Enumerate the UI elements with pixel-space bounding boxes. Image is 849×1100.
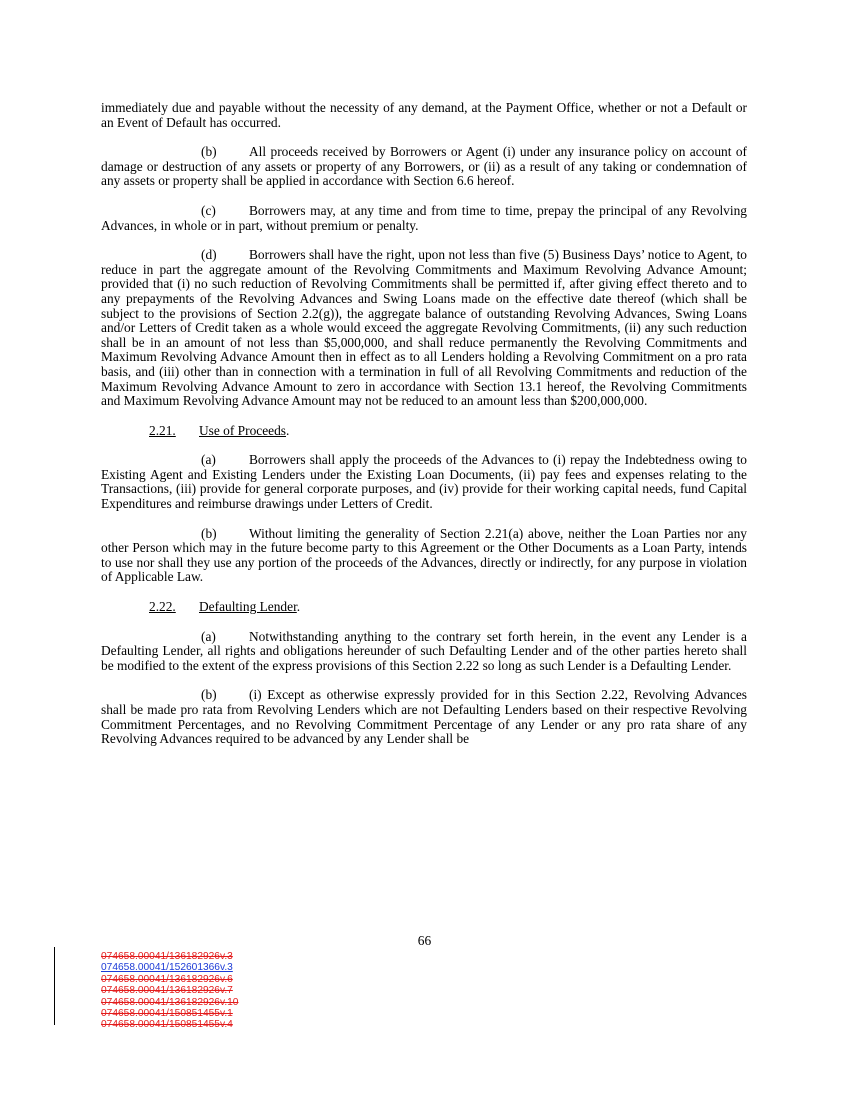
clause-text: (i) Except as otherwise expressly provided for in this Section 2.22, Revolving Advances shall be made pro rata from Revolving Lenders which are not Defaulting Lenders based on their respective Revolving Commitment Percentages, and no Revolving Commitment Percentage of any Lender or any pro rata share of any Revolving Advances required to be advanced by any Lender shall be xyxy=(101,687,747,747)
paragraph-222-b xyxy=(101,688,747,746)
clause-text: Borrowers shall apply the proceeds of the Advances to (i) repay the Indebtedness owing to Existing Agent and Existing Lenders under the Existing Loan Documents, (ii) pay fees and expenses relating to the Transactions, (iii) provide for general corporate purposes, and (iv) provide for their working capital needs, fund Capital Expenditures and reimburse drawings under Letters of Credit. xyxy=(101,452,747,512)
clause-label: (a) xyxy=(201,628,216,644)
paragraph-221-a xyxy=(101,453,747,511)
doc-id: 074658.00041/150851455v.4 xyxy=(101,1019,233,1031)
section-heading-use-of-proceeds: 2.21. Use of Proceeds. xyxy=(149,422,290,438)
doc-id: 074658.00041/152601366v.3 xyxy=(101,962,233,974)
clause-text: Notwithstanding anything to the contrary set forth herein, in the event any Lender is a Defaulting Lender, all rights and obligations hereunder of such Defaulting Lender and of the other parties hereto shall be modified to the extent of the express provisions of this Section 2.22 so long as such Lender is a Defaulting Lender. xyxy=(101,628,747,673)
clause-label: (b) xyxy=(201,525,217,541)
clause-label: (d) xyxy=(201,247,217,263)
section-title: Use of Proceeds xyxy=(199,422,287,438)
section-title: Defaulting Lender xyxy=(199,599,297,615)
clause-label: (c) xyxy=(201,202,216,218)
doc-id: 074658.00041/136182926v.7 xyxy=(101,985,233,997)
doc-id: 074658.00041/136182926v.6 xyxy=(101,973,233,985)
doc-id: 074658.00041/136182926v.10 xyxy=(101,996,239,1008)
document-body xyxy=(101,101,747,747)
section-heading-defaulting-lender: 2.22. Defaulting Lender. xyxy=(149,599,301,615)
doc-id: 074658.00041/136182926v.3 xyxy=(101,951,233,962)
clause-text: All proceeds received by Borrowers or Agent (i) under any insurance policy on account of damage or destruction of any assets or property of any Borrowers, or (ii) as a result of any taking or condemnation of any assets or property shall be applied in accordance with Section 6.6 hereof. xyxy=(101,144,747,189)
clause-text: Borrowers shall have the right, upon not less than five (5) Business Days’ notice to Agent, to reduce in part the aggregate amount of the Revolving Commitments and Maximum Revolving Advance Amount; provided that (i) no such reduction of Revolving Commitments shall be permitted if, after giving effect thereto and to any prepayments of the Revolving Advances and Swing Loans made on the effective date thereof (which shall be subject to the provisions of Section 2.2(g)), the aggregate balance of outstanding Revolving Advances, Swing Loans and/or Letters of Credit taken as a whole would exceed the aggregate Revolving Commitments, (ii) any such reduction shall be in an amount of not less than $5,000,000, and shall reduce permanently the Revolving Commitments and Maximum Revolving Advance Amount then in effect as to all Lenders holding a Revolving Commitment on a pro rata basis, and (iii) other than in connection with a termination in full of all Revolving Commitments and reduction of the Maximum Revolving Advance Amount to zero in accordance with Section 13.1 hereof, the Revolving Commitments and Maximum Revolving Advance Amount may not be reduced to an amount less than $200,000,000. xyxy=(101,247,747,409)
section-number: 2.22. xyxy=(149,599,176,615)
doc-id: 074658.00041/150851455v.1 xyxy=(101,1008,233,1020)
paragraph-continuation: immediately due and payable without the necessity of any demand, at the Payment Office, whether or not a Default or an Event of Default has occurred. xyxy=(101,100,747,130)
paragraph-222-a xyxy=(101,630,747,674)
section-number: 2.21. xyxy=(149,422,176,438)
footer-doc-ids xyxy=(101,951,238,1031)
change-bar xyxy=(54,947,55,1025)
clause-label: (b) xyxy=(201,144,217,160)
clause-label: (a) xyxy=(201,452,216,468)
paragraph-221-b xyxy=(101,527,747,585)
clause-text: Borrowers may, at any time and from time to time, prepay the principal of any Revolving Advances, in whole or in part, without premium or penalty. xyxy=(101,202,747,233)
page-number: 66 xyxy=(417,933,432,948)
paragraph-c-prepay xyxy=(101,204,747,233)
clause-text: Without limiting the generality of Section 2.21(a) above, neither the Loan Parties nor any other Person which may in the future become party to this Agreement or the Other Documents as a Loan Party, intends to use nor shall they use any portion of the proceeds of the Advances, directly or indirectly, for any purpose in violation of Applicable Law. xyxy=(101,525,747,585)
clause-label: (b) xyxy=(201,687,217,703)
paragraph-b-proceeds xyxy=(101,145,747,189)
paragraph-d-reduce xyxy=(101,248,747,409)
